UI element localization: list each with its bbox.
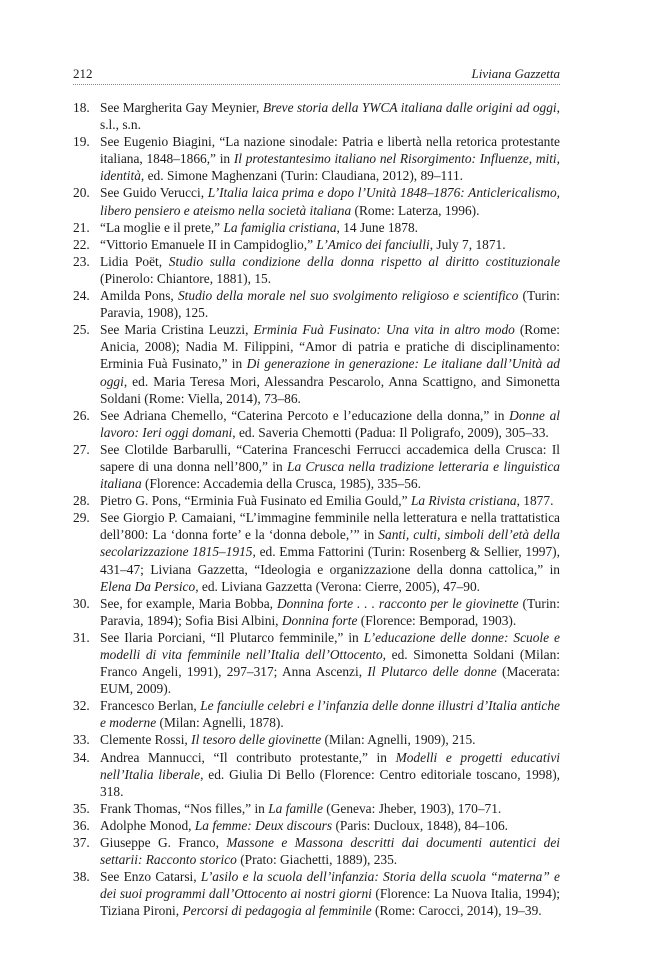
page-number: 212 [73,66,93,81]
endnote-title: Percorsi di pedagogia al femminile [182,903,372,919]
endnote-text: See Enzo Catarsi, [100,869,201,885]
endnote-text: See Giorgio P. Camaiani, “L’immagine femminile nella letteratura e nella trattatistica dell’800: La ‘donna forte’ e la ‘donna debole,’” in [100,510,560,543]
endnote-text: (Turin: Paravia, 1894); Sofia Bisi Albini, [100,595,560,628]
endnote-title: Donnina forte . . . racconto per le giovinette [276,595,519,611]
endnote-number: 23. [73,253,90,269]
endnote-number: 33. [73,732,90,748]
endnote-text: , July 7, 1871. [429,236,506,252]
endnote-33 [73,731,560,748]
endnote-26 [73,407,560,441]
endnote-21 [73,219,560,236]
endnote-text: See Adriana Chemello, “Caterina Percoto e l’educazione della donna,” in [100,407,510,423]
running-head [73,66,560,85]
endnote-37 [73,834,560,868]
endnote-text: (Macerata: EUM, 2009). [100,664,560,697]
endnote-text: See Maria Cristina Leuzzi, [100,322,254,338]
endnote-text: See Ilaria Porciani, “Il Plutarco femminile,” in [100,629,364,645]
endnote-title: Il protestantesimo italiano nel Risorgimento: Influenze, miti, identità [100,151,561,184]
endnote-title: La femme: Deux discours [194,817,333,833]
endnote-text: “La moglie e il prete,” [100,219,224,235]
running-head-author: Liviana Gazzetta [471,66,560,81]
endnote-title: Il tesoro delle giovinette [191,732,322,748]
endnote-title: La Rivista cristiana [410,493,517,509]
endnote-number: 32. [73,698,90,714]
endnote-number: 22. [73,236,90,252]
endnote-title: Studio sulla condizione della donna rispetto al diritto costituzionale [168,253,561,269]
endnote-title: La famille [268,800,323,816]
endnote-number: 35. [73,800,90,816]
endnote-text: Francesco Berlan, [100,698,201,714]
endnote-text: (Milan: Agnelli, 1878). [156,715,284,731]
endnote-title: La famiglia cristiana [223,219,337,235]
endnote-number: 37. [73,835,90,851]
endnote-title: Santi, culti, simboli dell’età della secolarizzazione 1815–1915 [100,527,560,560]
endnote-title: Studio della morale nel suo svolgimento religioso e scientifico [177,288,519,304]
endnote-title: Modelli e progetti educativi nell’Italia liberale [100,749,560,782]
endnote-text: Amilda Pons, [100,288,178,304]
endnote-32 [73,697,560,731]
endnote-text: , ed. Liviana Gazzetta (Verona: Cierre, 2005), 47–90. [195,578,481,594]
endnote-19 [73,133,560,184]
endnote-title: Di generazione in generazione: Le italiane dall’Unità ad oggi [100,356,560,389]
endnote-text: , 14 June 1878. [336,219,418,235]
endnote-title: Donne al lavoro: Ieri oggi domani [100,407,560,440]
endnote-title: Breve storia della YWCA italiana dalle origini ad oggi [262,100,557,115]
endnote-text: , s.l., s.n. [100,100,560,133]
endnote-text: Lidia Poët, [100,253,169,269]
endnote-30 [73,595,560,629]
endnote-text: Andrea Mannucci, “Il contributo protestante,” in [100,749,396,765]
endnote-24 [73,287,560,321]
endnote-number: 27. [73,441,90,457]
endnote-text: Adolphe Monod, [100,817,195,833]
endnote-text: , ed. Maria Teresa Mori, Alessandra Pescarolo, Anna Scattigno, and Simonetta Soldani (Rome: Viella, 2014), 73–86. [100,373,560,406]
endnote-27 [73,441,560,492]
endnote-number: 28. [73,493,90,509]
endnote-number: 36. [73,817,90,833]
endnote-18 [73,99,560,133]
endnotes-list [73,99,560,920]
endnote-number: 21. [73,219,90,235]
endnote-title: Elena Da Persico [100,578,196,594]
endnote-number: 25. [73,322,90,338]
endnote-title: La Crusca nella tradizione letteraria e linguistica italiana [100,458,560,492]
endnote-23 [73,253,560,287]
endnote-title: Le fanciulle celebri e l’infanzia delle donne illustri d’Italia antiche e moderne [100,698,560,731]
endnote-title: Il Plutarco delle donne [367,664,497,680]
endnote-text: Frank Thomas, “Nos filles,” in [100,800,269,816]
endnote-text: (Rome: Anicia, 2008); Nadia M. Filippini, “Amor di patria e pratiche di disciplinamento: Erminia Fuà Fusinato,” in [100,322,561,372]
endnote-text: (Turin: Paravia, 1908), 125. [100,288,560,321]
endnote-text: (Florence: Accademia della Crusca, 1985), 335–56. [141,476,421,492]
endnote-number: 38. [73,869,90,885]
endnote-number: 20. [73,185,90,201]
endnote-text: See Eugenio Biagini, “La nazione sinodale: Patria e libertà nella retorica protestante italiana, 1848–1866,” in [100,134,560,167]
endnote-text: , ed. Saveria Chemotti (Padua: Il Poligrafo, 2009), 305–33. [232,424,549,440]
endnote-text: , 1877. [516,493,554,509]
endnote-title: L’Amico dei fanciulli [316,236,430,252]
endnote-number: 19. [73,134,90,150]
endnote-text: (Rome: Laterza, 1996). [351,202,480,218]
endnote-31 [73,629,560,697]
endnote-text: (Rome: Carocci, 2014), 19–39. [371,903,542,919]
endnote-title: L’Italia laica prima e dopo l’Unità 1848–1876: Anticlericalismo, libero pensiero e ateismo nella società italiana [100,185,560,218]
endnote-38 [73,868,560,919]
endnote-text: (Pinerolo: Chiantore, 1881), 15. [100,270,272,286]
endnote-text: Pietro G. Pons, “Erminia Fuà Fusinato ed Emilia Gould,” [100,493,411,509]
endnote-text: “Vittorio Emanuele II in Campidoglio,” [100,236,317,252]
endnote-title: L’educazione delle donne: Scuole e modelli di vita femminile nell’Italia dell’Ottocento [100,629,560,662]
endnote-22 [73,236,560,253]
endnote-text: See Clotilde Barbarulli, “Caterina Franceschi Ferrucci accademica della Crusca: Il sapere di una donna nell’800,” in [100,441,560,474]
endnote-text: (Prato: Giachetti, 1889), 235. [236,852,398,868]
endnote-text: See, for example, Maria Bobba, [100,595,277,611]
endnote-text: , ed. Simone Maghenzani (Turin: Claudiana, 2012), 89–111. [140,168,463,184]
endnote-text: Clemente Rossi, [100,732,192,748]
endnote-text: , ed. Emma Fattorini (Turin: Rosenberg & Sellier, 1997), 431–47; Liviana Gazzetta, “Ideologia e organizzazione della donna cattolica,” in [100,544,560,577]
endnote-title: Erminia Fuà Fusinato: Una vita in altro modo [253,322,515,338]
endnote-text: Giuseppe G. Franco, [100,835,227,851]
endnote-number: 18. [73,100,90,115]
endnote-title: Massone e Massona descritti dai documenti autentici dei settarii: Racconto storico [100,835,560,868]
endnote-title: Donnina forte [281,612,358,628]
endnote-title: L’asilo e la scuola dell’infanzia: Storia della scuola “materna” e dei suoi programmi dall’Ottocento ai nostri giorni [100,869,560,902]
endnote-text: (Florence: Bemporad, 1903). [357,612,517,628]
endnote-20 [73,184,560,218]
endnote-36 [73,817,560,834]
endnote-25 [73,321,560,406]
endnote-text: See Guido Verucci, [100,185,208,201]
endnote-text: , ed. Giulia Di Bello (Florence: Centro editoriale toscano, 1998), 318. [100,766,560,799]
endnote-text: See Margherita Gay Meynier, [100,100,263,115]
endnote-number: 29. [73,510,90,526]
endnote-34 [73,749,560,800]
endnote-number: 31. [73,629,90,645]
endnote-number: 24. [73,288,90,304]
endnote-text: (Florence: La Nuova Italia, 1994); Tiziana Pironi, [100,886,560,919]
endnote-text: , ed. Simonetta Soldani (Milan: Franco Angeli, 1991), 297–317; Anna Ascenzi, [100,647,560,680]
endnote-text: (Geneva: Jheber, 1903), 170–71. [322,800,502,816]
endnote-number: 30. [73,595,90,611]
endnote-29 [73,509,560,594]
endnote-number: 34. [73,749,90,765]
endnote-28 [73,492,560,509]
endnote-text: (Milan: Agnelli, 1909), 215. [321,732,476,748]
endnote-text: (Paris: Ducloux, 1848), 84–106. [332,817,509,833]
endnote-number: 26. [73,407,90,423]
endnote-35 [73,800,560,817]
